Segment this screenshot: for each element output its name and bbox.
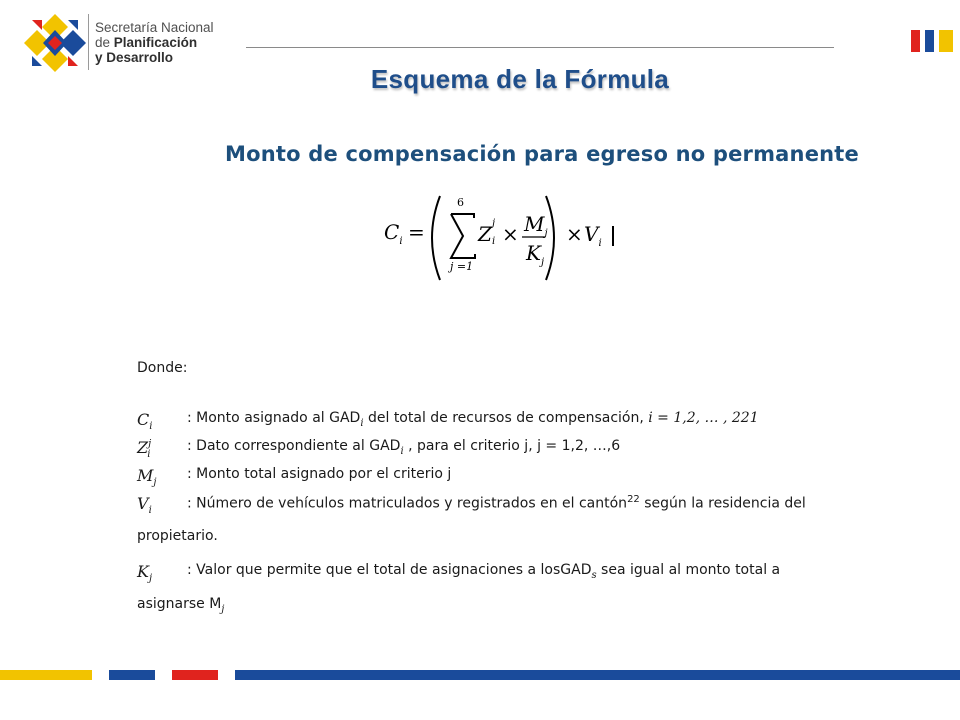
- footer-bar-blue-short: [109, 670, 155, 680]
- flag-stripe-red: [911, 30, 920, 52]
- symbol-z: $Z^j_i$: [137, 438, 152, 461]
- logo-divider: [88, 14, 89, 70]
- formula: [380, 192, 630, 284]
- formula-v: $V_i$: [584, 222, 602, 249]
- symbol-v: $V_i$: [137, 494, 152, 517]
- formula-z-sub: i: [492, 236, 496, 247]
- flag-stripe-yellow: [939, 30, 953, 52]
- footer-bar-red: [172, 670, 218, 680]
- definitions-intro: Donde:: [137, 360, 188, 376]
- symbol-c: $C_i$: [137, 410, 153, 433]
- left-paren: [432, 196, 440, 280]
- flag-stripe-blue: [925, 30, 934, 52]
- definition-k-continuation: asignarse $M_j$: [137, 596, 225, 615]
- formula-numerator: $M_j$: [524, 212, 548, 239]
- logo-line-3: y Desarrollo: [95, 50, 174, 65]
- slide-title: Esquema de la Fórmula: [370, 64, 670, 94]
- formula-denominator: $K_j$: [526, 241, 545, 268]
- logo-line-1: Secretaría Nacional: [95, 20, 214, 35]
- slide-subtitle: Monto de compensación para egreso no permanente: [225, 142, 859, 166]
- sum-lower-limit: j =1: [450, 260, 474, 273]
- sum-sign: [451, 214, 475, 258]
- formula-z: Z: [478, 222, 492, 246]
- logo-line-2: de Planificación: [95, 35, 198, 50]
- text-cursor: [612, 226, 614, 246]
- institution-name: [95, 20, 214, 65]
- footer-bar-yellow: [0, 670, 92, 680]
- symbol-m: $M_j$: [137, 466, 157, 489]
- sum-upper-limit: 6: [457, 196, 464, 209]
- formula-equals: =: [408, 220, 425, 244]
- symbol-k: $K_j$: [137, 562, 153, 585]
- formula-times-1: ×: [502, 222, 519, 246]
- formula-z-sup: j: [492, 218, 496, 229]
- footer-bar-blue-long: [235, 670, 960, 680]
- formula-lhs: $C_i$: [384, 220, 403, 247]
- header-rule: [246, 47, 834, 48]
- formula-times-2: ×: [566, 222, 583, 246]
- definition-v-continuation: propietario.: [137, 528, 218, 544]
